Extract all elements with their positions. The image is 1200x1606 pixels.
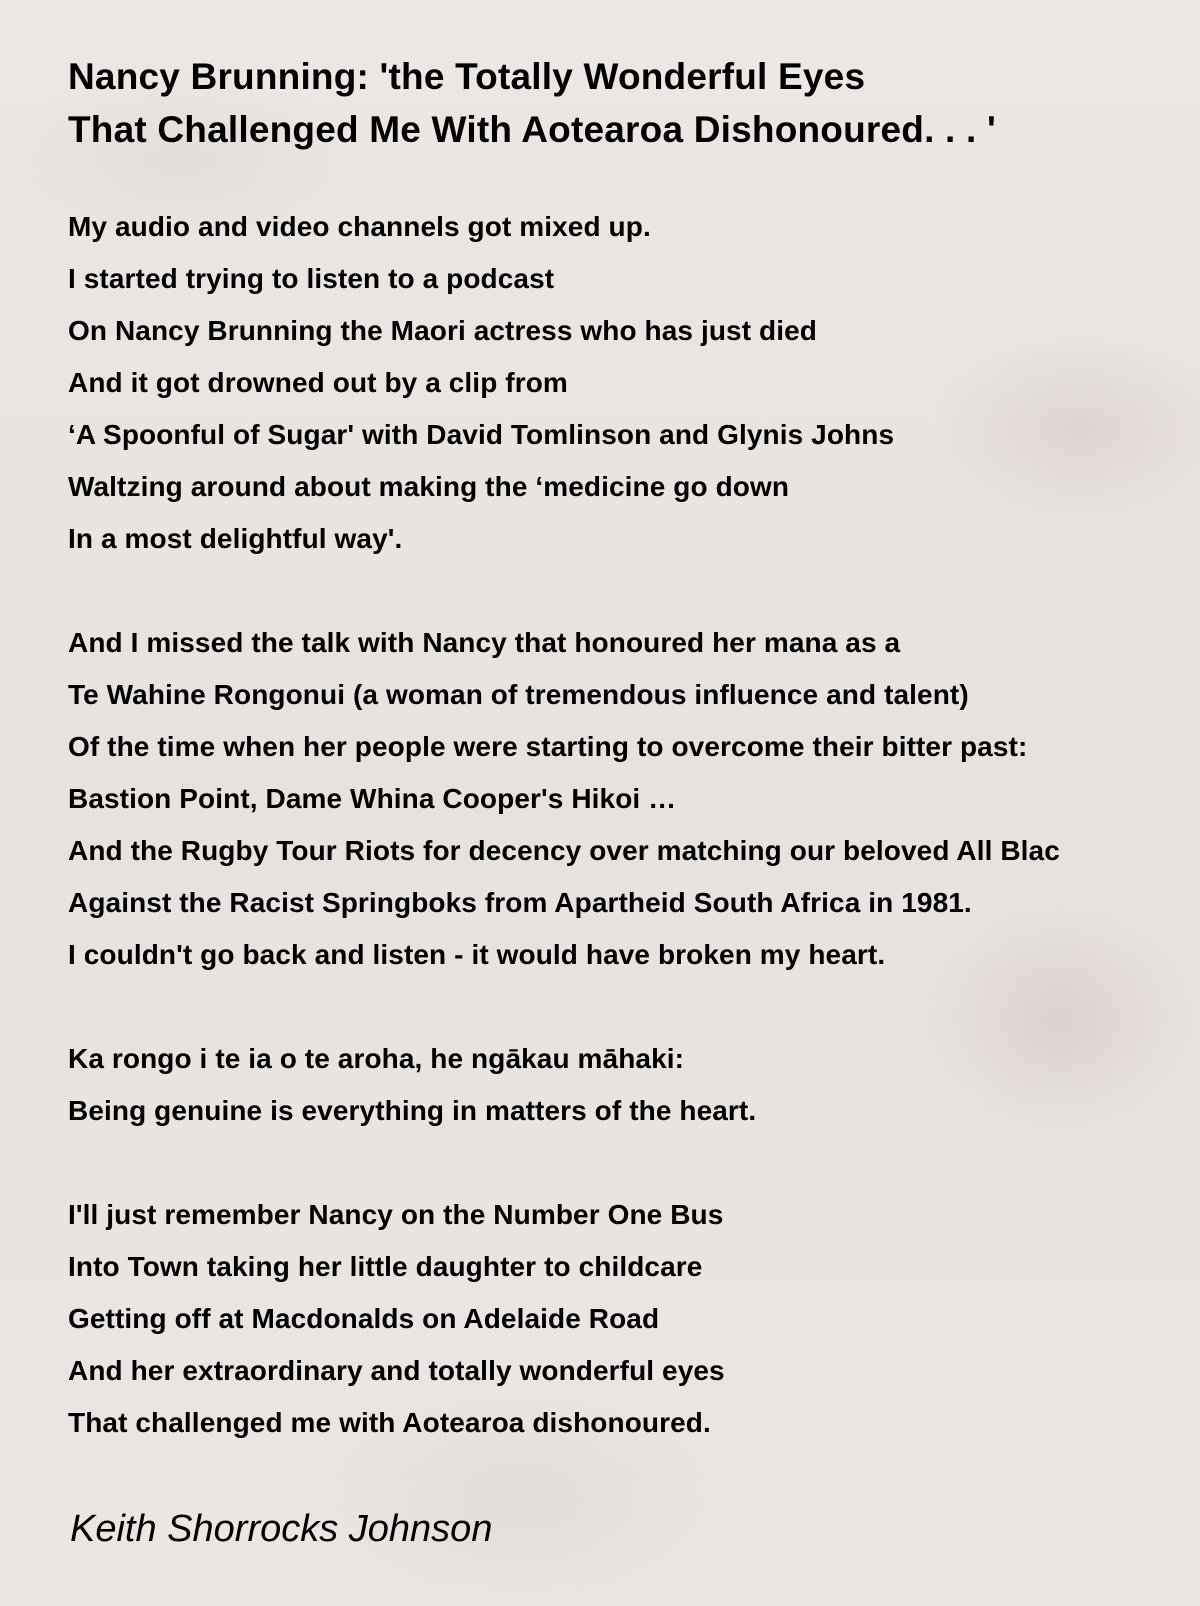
poem-title-line-1: Nancy Brunning: 'the Totally Wonderful Eyes [68,56,866,97]
poem-line: Into Town taking her little daughter to childcare [68,1251,703,1282]
poem-line: In a most delightful way'. [68,523,403,554]
poem-line: And her extraordinary and totally wonderful eyes [68,1355,725,1386]
poem-line: Ka rongo i te ia o te aroha, he ngākau māhaki: [68,1043,685,1074]
stanza-1 [68,201,1200,565]
poem-line: Getting off at Macdonalds on Adelaide Road [68,1303,660,1334]
poem-title-line-2: That Challenged Me With Aotearoa Dishonoured. . . ' [68,109,996,150]
poem-author: Keith Shorrocks Johnson [70,1508,493,1550]
poem-line: Of the time when her people were starting to overcome their bitter past: [68,731,1028,762]
poem-line: That challenged me with Aotearoa dishonoured. [68,1407,711,1438]
poem-line: ‘A Spoonful of Sugar' with David Tomlinson and Glynis Johns [68,419,895,450]
stanza-4 [68,1189,1200,1449]
poem-line: I couldn't go back and listen - it would have broken my heart. [68,939,886,970]
poem-line: My audio and video channels got mixed up. [68,211,651,242]
poem-line: And it got drowned out by a clip from [68,367,568,398]
poem-line: On Nancy Brunning the Maori actress who has just died [68,315,817,346]
poem-body [68,201,1200,1501]
poem-title [68,50,996,156]
poem-line: Waltzing around about making the ‘medicine go down [68,471,790,502]
poem-line: Against the Racist Springboks from Apartheid South Africa in 1981. [68,887,972,918]
poem-line: I started trying to listen to a podcast [68,263,555,294]
poem-line: And the Rugby Tour Riots for decency over matching our beloved All Blac [68,835,1060,866]
poem-line: I'll just remember Nancy on the Number One Bus [68,1199,724,1230]
stanza-2 [68,617,1200,981]
poem-line: Te Wahine Rongonui (a woman of tremendous influence and talent) [68,679,969,710]
poem-line: And I missed the talk with Nancy that honoured her mana as a [68,627,901,658]
poem-line: Being genuine is everything in matters of the heart. [68,1095,757,1126]
poem-line: Bastion Point, Dame Whina Cooper's Hikoi … [68,783,677,814]
stanza-3 [68,1033,1200,1137]
